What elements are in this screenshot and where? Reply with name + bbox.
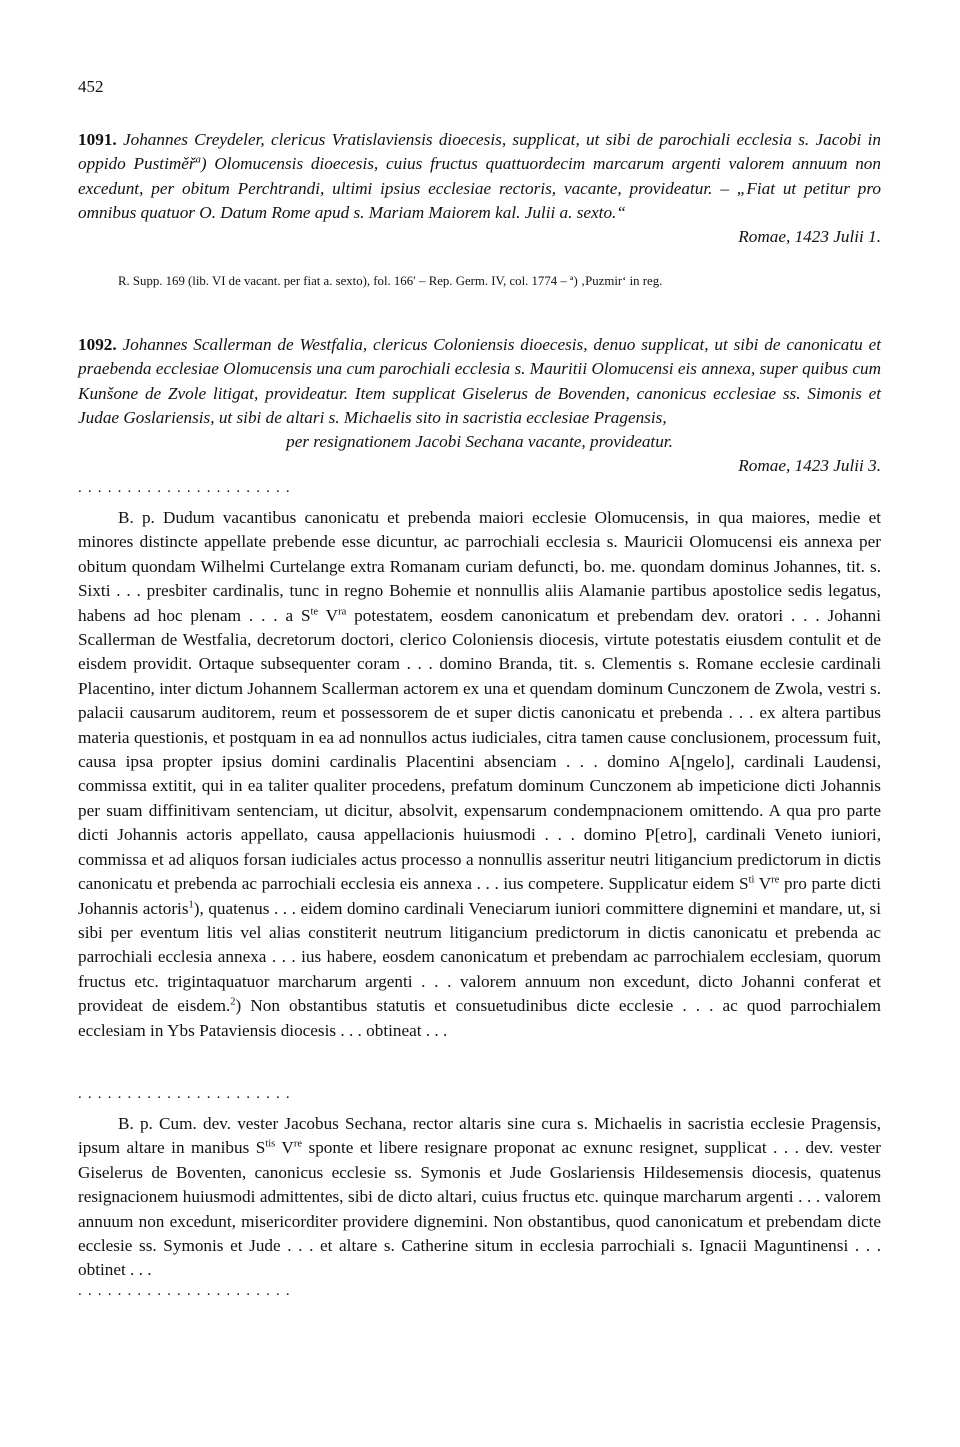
entry-last-line: per resignationem Jacobi Sechana vacante, provideatur. [286,432,673,452]
entry-text: Johannes Scallerman de Westfalia, clericus Coloniensis dioecesis, denuo supplicat, ut sibi de canonicatu et praebenda ecclesiae Olomucensis una cum parochiali ecclesia s. Mauritii Olomucensi eis annexa, super quibus cum Kunšone de Zvole litigat, provideatur. Item supplicat Giselerus de Bovenden, canonicus ecclesiae ss. Simonis et Judae Goslariensis, ut sibi de altari s. Michaelis sito in sacristia ecclesiae Pragensis, [78,335,881,427]
entry-text: Johannes Creydeler, clericus Vratislaviensis dioecesis, supplicat, ut sibi de parochiali ecclesia s. Jacobi in oppido Pustiměř [78,130,881,174]
paragraph-text: B. p. Cum. dev. vester Jacobus Sechana, rector altaris sine cura s. Michaelis in sacristia ecclesie Pragensis, ipsum altare in manibus $S^{tis}$ Vre sponte et libere resignare proponat ac exnunc resignet, supplicat . . . dev. vester Giselerus de Boventen, canonicus ecclesie ss. Symonis et Jude Goslariensis Hildesemensis diocesis, quatenus resignacionem huiusmodi admittentes, sibi de dicto altari, cuius fructus etc. quinque marcharum argenti . . . valorem annuum non excedunt, misericorditer providere dignemini. Non obstantibus, quod canonicatum et prebendam dicte ecclesie ss. Symonis et Jude . . . et altare s. Catherine situm in ecclesia parrochiali s. Ignacii Maguntinensi . . . obtinet . . . [78,1114,881,1280]
entry-text: ) Olomucensis dioecesis, cuius fructus quattuordecim marcarum argenti valorem annuum non excedunt, per obitum Perchtrandi, ultimi ipsius ecclesiae rectoris, vacante, provideatur. – „Fiat ut petitur pro omnibus quatuor O. Datum Rome apud s. Mariam Maiorem kal. Julii a. sexto.“ [78,154,881,222]
entry-date: Romae, 1423 Julii 3. [738,456,881,476]
entry-date: Romae, 1423 Julii 1. [738,227,881,247]
source-note: R. Supp. 169 (lib. VI de vacant. per fiat a. sexto), fol. 166′ – Rep. Germ. IV, col. 1774 – ª) ‚Puzmir‘ in reg. [118,274,663,288]
ellipsis-separator: . . . . . . . . . . . . . . . . . . . . . . [78,1086,291,1102]
entry-1091 [78,128,881,249]
ellipsis-separator: . . . . . . . . . . . . . . . . . . . . . . [78,1283,291,1299]
supplication-paragraph [78,506,881,1043]
entry-1091-summary [78,128,881,225]
paragraph-text: B. p. Dudum vacantibus canonicatu et prebenda maiori ecclesie Olomucensis, in qua maiores, medie et minores distincte appellate prebende esse dicuntur, ac parrochiali ecclesia s. Mauricii Olomucensi eis annexa per obitum quondam Wilhelmi Curtelange extra Romanam curiam defuncti, bo. me. quondam dominus Johannes, tit. s. Sixti . . . presbiter cardinalis, tunc in regno Bohemie et nonnullis aliis Alamanie partibus apostolice sedis legatus, habens ad hoc plenam . . . a $S^{te}$ $V^{ra}$ potestatem, eosdem canonicatum et prebendam dev. oratori . . . Johanni Scallerman de Westfalia, decretorum doctori, clerico Coloniensis diocesis, virtute potestatis eiusdem contulit et de eisdem providit. Ortaque subsequenter coram . . . domino Branda, tit. s. Clementis s. Romane ecclesie cardinali Placentino, inter dictum Johannem Scallerman actorem ex una et quendam dominum Cunczonem de Zwola, vestri s. palacii causarum auditorem, reum et possessorem de et super dictis canonicatu et prebenda . . . ex altera partibus materia questionis, et postquam in ea ad nonnullos actus iudiciales, citra tamen cause conclusionem, processum fuit, causa ipsa propter ipsius domini cardinalis Placentini absenciam . . . domino A[ngelo], cardinali Laudensi, commissa extitit, qui in ea taliter qualiter procedens, prefatum dominum Cunczonem ab impeticione dicti Johannis per suam diffinitivam sentenciam, ut dicitur, absolvit, expensarum condempnacionem omittendo. A qua pro parte dicti Johannis actoris appellato, causa appellacionis huiusmodi . . . domino P[etro], cardinali Veneto iuniori, commissa et ad aliquos forsan iudiciales actus processo a nonnullis asseritur neutri litigancium predictorum in dictis canonicatu et prebenda ac parrochiali ecclesia eis annexa . . . ius competere. Supplicatur eidem $S^{ti}$ Vre pro parte dicti Johannis actoris$^1$), quatenus . . . eidem domino cardinali Veneciarum iuniori committere dignemini et mandare, ut, si sibi per eventum litis vel alias constiterit neutrum litigancium predictorum in dictis canonicatu et prebenda ac parrochiali ecclesia annexa . . . ius habere, eosdem canonicatum et prebendam ac parrochialem ecclesiam, quorum fructus etc. trigintaquatuor marcharum argenti . . . valorem annuum non excedunt, dicto Johanni conferat et provideat de eisdem.$^2$) Non obstantibus statutis et consuetudinibus dicte ecclesie . . . ac quod parrochialem ecclesiam in Ybs Pataviensis diocesis . . . obtineat . . . [78,508,881,1040]
entry-number: 1092. [78,335,117,354]
entry-1092-summary [78,333,881,430]
ellipsis-separator: . . . . . . . . . . . . . . . . . . . . . . [78,480,291,496]
page-number: 452 [78,77,104,96]
entry-number: 1091. [78,130,117,149]
entry-1092 [78,333,881,479]
supplication-paragraph [78,1112,881,1283]
footnote-marker: a [195,154,201,166]
